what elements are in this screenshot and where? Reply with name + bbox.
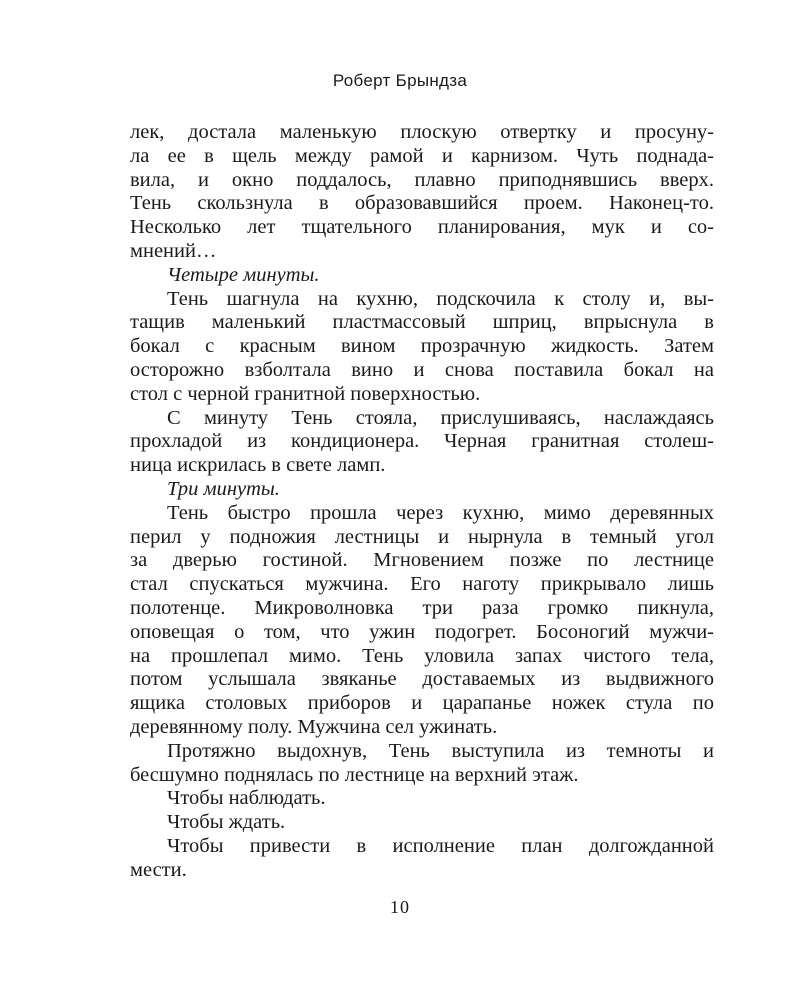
page-number: 10 xyxy=(390,897,410,917)
text-line: лек, достала маленькую плоскую отвертку и просуну- xyxy=(130,121,714,143)
running-head-author: Роберт Брындза xyxy=(332,71,468,90)
section-time-marker: Три минуты. xyxy=(167,477,280,500)
text-line: прохладой из кондиционера. Черная гранитная столеш- xyxy=(130,430,714,453)
text-line: стал спускаться мужчина. Его наготу прикрывало лишь xyxy=(130,573,714,596)
section-time-marker: Четыре минуты. xyxy=(167,263,320,286)
text-line: перил у подножия лестницы и нырнула в темный угол xyxy=(130,525,714,548)
text-line: за дверью гостиной. Мгновением позже по лестнице xyxy=(130,549,714,572)
text-line: ла ее в щель между рамой и карнизом. Чуть поднада- xyxy=(130,144,714,167)
text-line: стол с черной гранитной поверхностью. xyxy=(130,382,481,405)
paragraph-first-line: Тень быстро прошла через кухню, мимо деревянных xyxy=(167,501,714,524)
text-line: тащив маленький пластмассовый шприц, впрыснула в xyxy=(130,311,714,334)
text-line: бесшумно поднялась по лестнице на верхний этаж. xyxy=(130,763,579,786)
text-line: вила, и окно поддалось, плавно приподнявшись вверх. xyxy=(130,168,714,191)
paragraph-first-line: Тень шагнула на кухню, подскочила к столу и, вы- xyxy=(167,287,714,310)
text-line: осторожно взболтала вино и снова поставила бокал на xyxy=(130,358,714,381)
text-line: ящика столовых приборов и царапанье ножек стула по xyxy=(130,692,714,715)
paragraph-first-line: Чтобы ждать. xyxy=(167,811,286,834)
text-line: ница искрилась в свете ламп. xyxy=(130,454,386,477)
text-line: деревянному полу. Мужчина сел ужинать. xyxy=(130,715,498,738)
body-text xyxy=(130,121,714,883)
text-line: Несколько лет тщательного планирования, мук и со- xyxy=(130,216,714,239)
text-line: бокал с красным вином прозрачную жидкость. Затем xyxy=(130,335,714,358)
text-line: Тень скользнула в образовавшийся проем. Наконец-то. xyxy=(130,192,714,215)
text-line: оповещая о том, что ужин подогрет. Босоногий мужчи- xyxy=(130,620,714,643)
text-line: полотенце. Микроволновка три раза громко пикнула, xyxy=(130,596,714,619)
text-line: мнений… xyxy=(130,239,217,262)
paragraph-first-line: Чтобы наблюдать. xyxy=(167,787,326,810)
text-line: мести. xyxy=(130,858,187,881)
text-line: на прошлепал мимо. Тень уловила запах чистого тела, xyxy=(130,644,714,667)
paragraph-first-line: Протяжно выдохнув, Тень выступила из темноты и xyxy=(167,739,714,762)
paragraph-first-line: С минуту Тень стояла, прислушиваясь, наслаждаясь xyxy=(167,406,714,429)
text-line: потом услышала звяканье доставаемых из выдвижного xyxy=(130,668,714,691)
paragraph-first-line: Чтобы привести в исполнение план долгожданной xyxy=(167,834,714,857)
